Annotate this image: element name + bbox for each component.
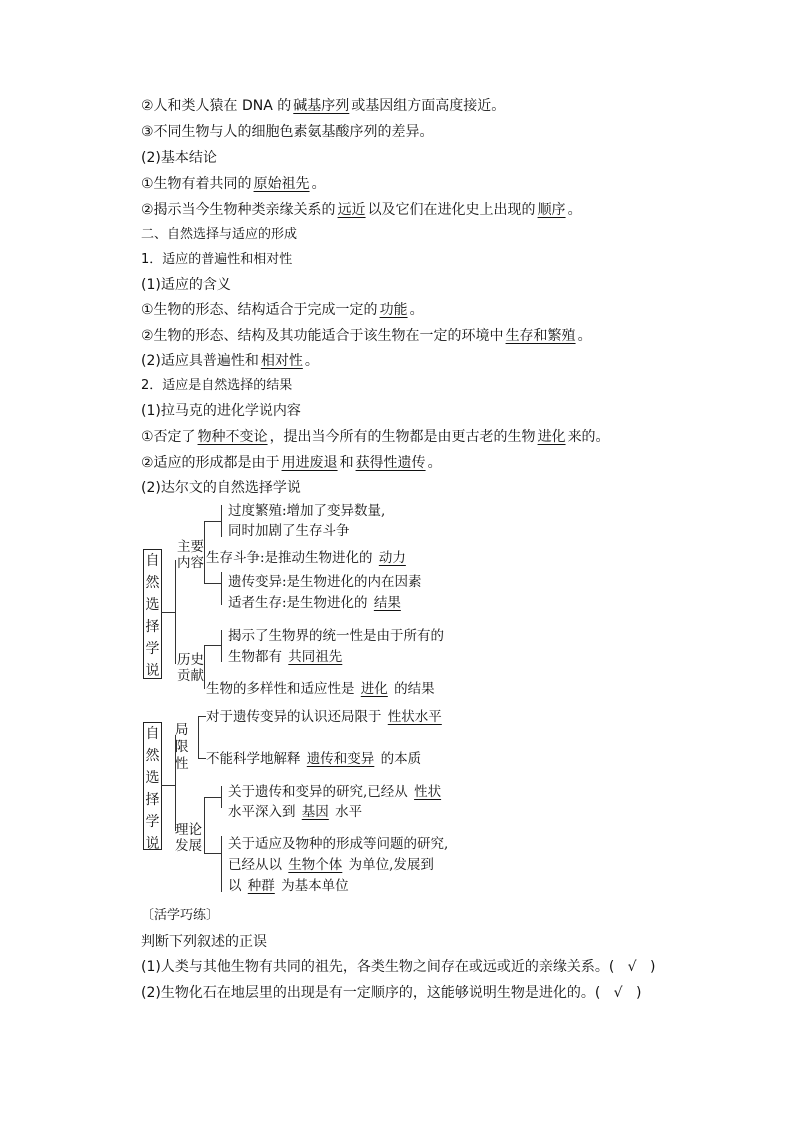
connector [198,758,206,759]
answer-blank: 进化 [360,681,388,697]
text-line-common-ancestor: ①生物有着共同的 原始祖先 。 [141,176,326,192]
section-subheading-selection-result: 2．适应是自然选择的结果 [141,378,293,393]
subheading-darwin: (2)达尔文的自然选择学说 [141,480,301,496]
text-line-lamarck-2: ②适应的形成都是由于 用进废退 和 获得性遗传 。 [141,455,442,471]
answer-blank: 基因 [301,804,329,820]
connector [161,785,175,786]
answer-blank: 用进废退 [281,455,338,471]
answer-blank: 遗传和变异 [306,751,375,767]
answer-blank: 结果 [373,595,401,611]
mindmap1-item-struggle: 生存斗争:是推动生物进化的 动力 [206,550,406,566]
answer-blank: 动力 [378,550,406,566]
connector [161,612,175,613]
mindmap2-branch-limitation: 局限性 [175,722,189,772]
mindmap1-item-ancestor: 生物都有 共同祖先 [228,649,343,665]
text-line-relativity: (2)适应具普遍性和 相对性 。 [141,353,319,369]
mindmap2-item-trait-level: 对于遗传变异的认识还局限于 性状水平 [206,709,442,725]
mindmap1-root-box: 自然选择学说 [143,549,162,679]
connector [221,505,222,537]
subheading-basic-conclusion: (2)基本结论 [141,150,217,166]
mindmap2-item-individual: 已经从以 生物个体 为单位,发展到 [228,857,434,873]
section-subheading-adaptation: 1．适应的普遍性和相对性 [141,252,293,267]
practice-question-2: (2)生物化石在地层里的出现是有一定顺序的，这能够说明生物是进化的。( √ ) [141,985,642,1001]
subheading-lamarck: (1)拉马克的进化学说内容 [141,403,301,419]
text-line-dna: ②人和类人猿在 DNA 的 碱基序列 或基因组方面高度接近。 [141,98,506,114]
practice-instruction: 判断下列叙述的正误 [141,934,267,950]
answer-blank: 顺序 [537,202,566,218]
answer-mark: √ [613,985,623,1001]
answer-blank: 功能 [379,302,408,318]
answer-blank: 进化 [537,429,566,445]
answer-blank: 碱基序列 [293,98,350,114]
mindmap2-item-essence: 不能科学地解释 遗传和变异 的本质 [206,751,422,767]
text-line-relationship: ②揭示当今生物种类亲缘关系的 远近 以及它们在进化史上出现的 顺序 。 [141,202,582,218]
mindmap2-item-trait: 关于遗传和变异的研究,已经从 性状 [228,784,442,800]
connector [204,645,221,646]
mindmap2-branch-development: 理论发展 [175,822,202,854]
connector [204,797,205,853]
answer-blank: 生存和繁殖 [505,328,576,344]
connector [221,786,222,808]
answer-blank: 远近 [337,202,366,218]
answer-blank: 生物个体 [288,857,343,873]
answer-blank: 原始祖先 [253,176,310,192]
document-page: ②人和类人猿在 DNA 的 碱基序列 或基因组方面高度接近。 ③不同生物与人的细胞色素氨基酸序列的差异。 (2)基本结论 ①生物有着共同的 原始祖先 。 ②揭示当今生物种类亲缘关系的 远近 以及它们在进化史上出现的 顺序 。 二、自然选择与适应的形成 1．适应的普遍性和相对性 (1)适应的含义 ①生物的形态、结构适合于完成一定的 功能 。 ②生物的形态、结构及其功能适合于该生物在一定的环境中 生存和繁殖 。 (2)适应具普遍性和 相对性 。 2．适应是自然选择的结果 (1)拉马克的进化学说内容 ①否定了 物种不变论 ，提出当今所有的生物都是由更古老的生物 进化 来的。 ②适应的形成都是由于 用进废退 和 获得性遗传 。 (2)达尔文的自然选择学说 自然选择学说 主要内容 过度繁殖:增加了变异数量, 同时加剧了生存斗争 生存斗争:是推动生物进化的 动力 遗传变异:是生物进化的内在因素 适者生存:是生物进化的 结果 历史贡献 揭示了生物界的统一性是由于所有的 生物都有 共同祖先 生物的多样性和适应性是 进化 的结果 自然选择学说 局限性 对于遗传变异的认识还局限于 性状水平 不能科学地解释 遗传和变异 的本质 理论发展 关于遗传和变异的研究,已经从 性状 水平深入到 基因 水平 关于适应及物种的形成等问题的研究, 已经从以 生物个体 为单位,发展到 以 种群 为基本单位 〔活学巧练〕 判断下列叙述的正误 (1)人类与其他生物有共同的祖先，各类生物之间存在或远或近的亲缘关系。( √ ) (2)生物化石在地层里的出现是有一定顺序的，这能够说明生物是进化的。( √ ) [141,98,656,1001]
connector [221,836,222,892]
answer-blank: 获得性遗传 [355,455,426,471]
text-line-lamarck-1: ①否定了 物种不变论 ，提出当今所有的生物都是由更古老的生物 进化 来的。 [141,429,610,445]
practice-question-1: (1)人类与其他生物有共同的祖先，各类生物之间存在或远或近的亲缘关系。( √ ) [141,959,656,975]
text-line-cytochrome: ③不同生物与人的细胞色素氨基酸序列的差异。 [141,124,434,140]
mindmap1-item-fittest: 适者生存:是生物进化的 结果 [228,595,401,611]
mindmap2-item-population: 以 种群 为基本单位 [228,878,349,894]
mindmap2-root-box: 自然选择学说 [143,722,162,850]
connector [204,853,221,854]
connector [204,797,221,798]
answer-blank: 相对性 [260,353,303,369]
connector [204,645,205,689]
connector [198,716,206,717]
connector [204,521,205,583]
connector [204,583,221,584]
answer-blank: 种群 [247,878,275,894]
mindmap1-branch-history: 历史贡献 [177,652,204,684]
section-heading-natural-selection: 二、自然选择与适应的形成 [141,227,298,242]
answer-blank: 共同祖先 [288,649,343,665]
subheading-meaning: (1)适应的含义 [141,277,231,293]
text-line-function: ①生物的形态、结构适合于完成一定的 功能 。 [141,302,424,318]
answer-blank: 性状 [414,784,442,800]
connector [221,630,222,662]
answer-blank: 物种不变论 [197,429,268,445]
connector [175,560,176,664]
text-line-survival: ②生物的形态、结构及其功能适合于该生物在一定的环境中 生存和繁殖 。 [141,328,592,344]
connector [198,716,199,758]
mindmap2-item-gene: 水平深入到 基因 水平 [228,804,363,820]
connector [204,521,221,522]
connector [221,572,222,605]
answer-mark: √ [627,959,637,975]
mindmap1-item-diversity: 生物的多样性和适应性是 进化 的结果 [206,681,435,697]
answer-blank: 性状水平 [387,709,442,725]
mindmap1-branch-main-content: 主要内容 [177,539,204,571]
practice-title: 〔活学巧练〕 [141,908,220,923]
